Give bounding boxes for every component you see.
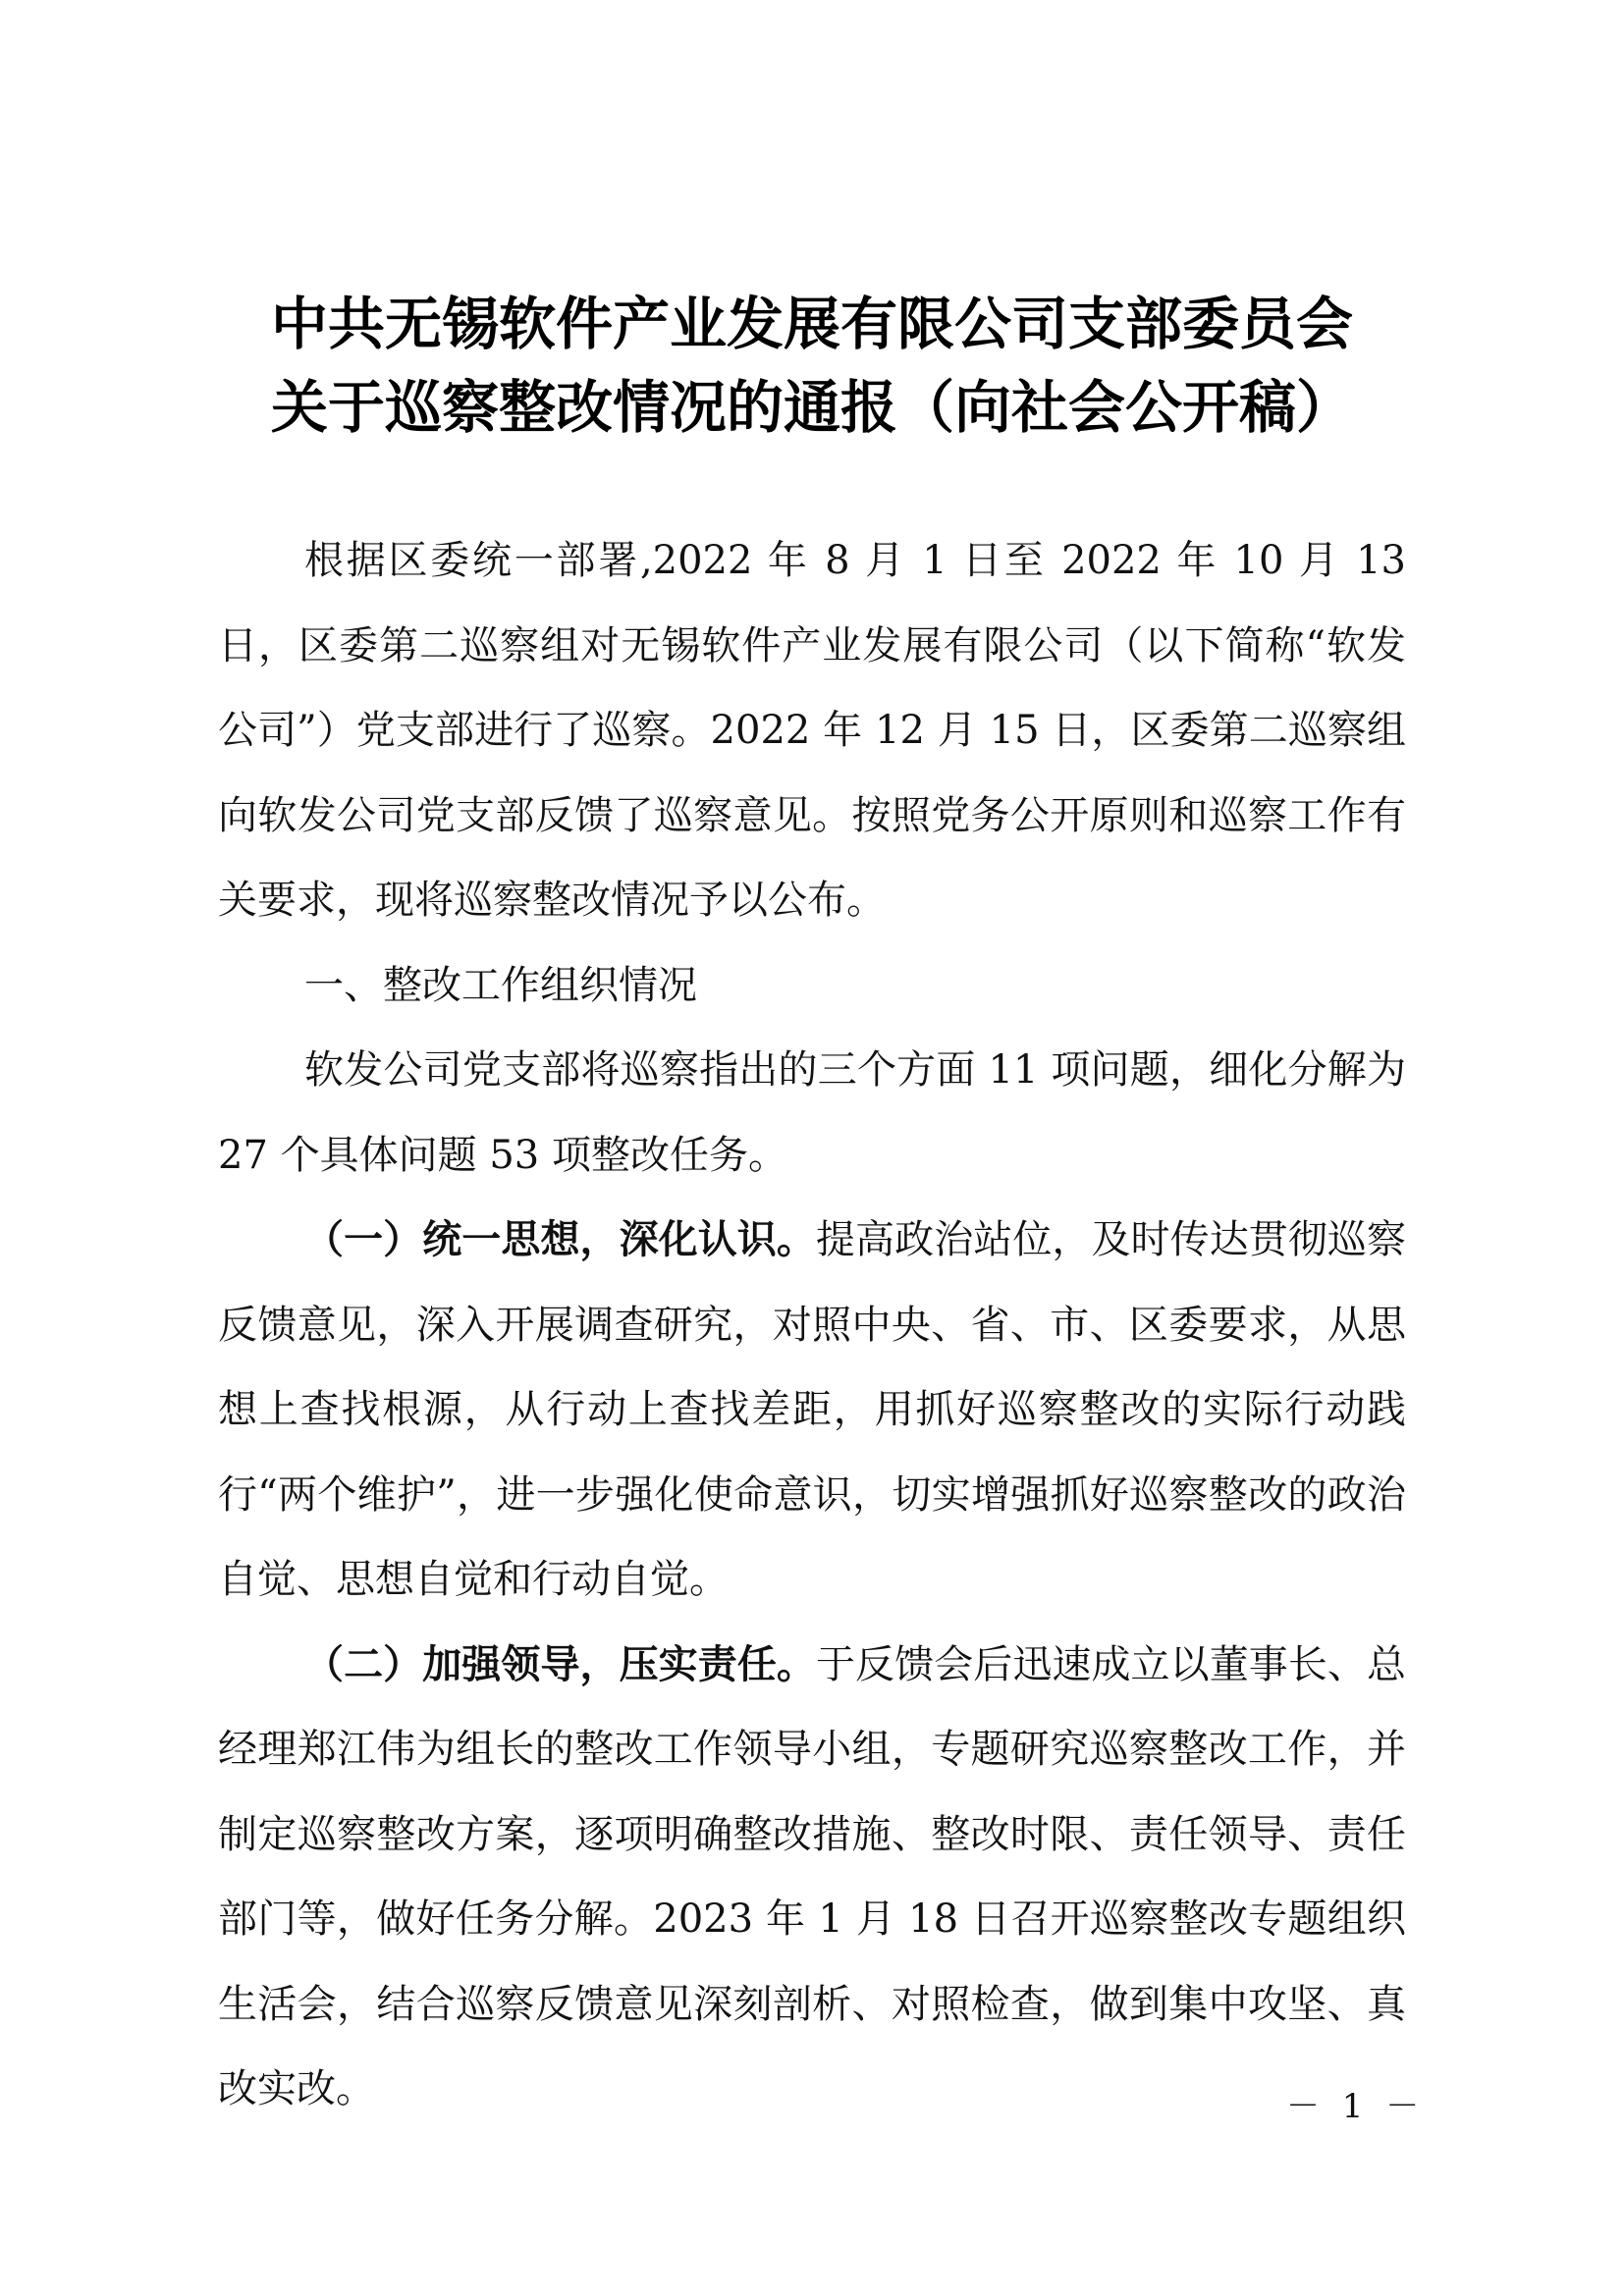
item2-paragraph xyxy=(218,1623,1406,2132)
intro-paragraph: 根据区委统一部署,2022 年 8 月 1 日至 2022 年 10 月 13 日，区委第二巡察组对无锡软件产业发展有限公司（以下简称“软发公司”）党支部进行了巡察。2022 年 12 月 15 日，区委第二巡察组向软发公司党支部反馈了巡察意见。按照党务公开原则和巡察工作有关要求，现将巡察整改情况予以公布。 xyxy=(218,538,1406,923)
section-heading: 一、整改工作组织情况 xyxy=(304,962,697,1008)
page-number: － 1 － xyxy=(1286,2087,1426,2126)
item1-text: 提高政治站位，及时传达贯彻巡察反馈意见，深入开展调查研究，对照中央、省、市、区委要求，从思想上查找根源，从行动上查找差距，用抓好巡察整改的实际行动践行“两个维护”，进一步强化使命意识，切实增强抓好巡察整改的政治自觉、思想自觉和行动自觉。 xyxy=(218,1217,1407,1602)
item1-paragraph xyxy=(218,1198,1406,1623)
item2-text: 于反馈会后迅速成立以董事长、总经理郑江伟为组长的整改工作领导小组，专题研究巡察整改工作，并制定巡察整改方案，逐项明确整改措施、整改时限、责任领导、责任部门等，做好任务分解。2023 年 1 月 18 日召开巡察整改专题组织生活会，结合巡察反馈意见深刻剖析、对照检查，做到集中攻坚、真改实改。 xyxy=(218,1641,1407,2111)
section-summary-paragraph: 软发公司党支部将巡察指出的三个方面 11 项问题，细化分解为 27 个具体问题 53 项整改任务。 xyxy=(218,1047,1406,1178)
item1-lead: （一）统一思想，深化认识。 xyxy=(304,1216,816,1262)
document-body xyxy=(218,518,1406,2132)
document-title-line1: 中共无锡软件产业发展有限公司支部委员会 xyxy=(270,291,1353,357)
item2-lead: （二）加强领导，压实责任。 xyxy=(304,1640,816,1687)
document-title-line2: 关于巡察整改情况的通报（向社会公开稿） xyxy=(270,374,1353,441)
